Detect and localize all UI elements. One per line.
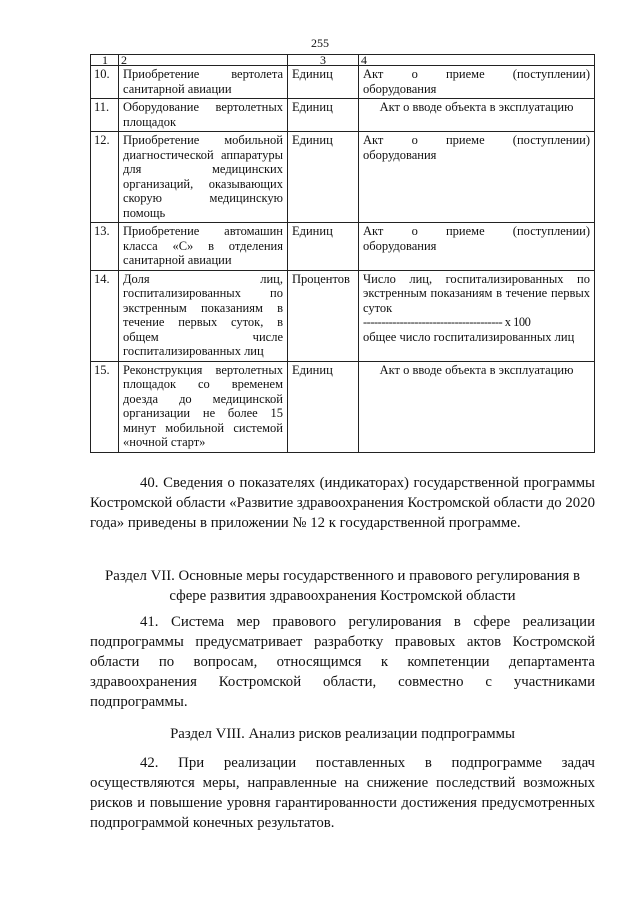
- indicator-name: Оборудование вертолетных площадок: [119, 99, 288, 132]
- indicator-name: Приобретение мобильной диагностической аппаратуры для медицинских организаций, оказывающих скорую медицинскую помощь: [119, 132, 288, 223]
- data-source: Акт о вводе объекта в эксплуатацию: [359, 99, 595, 132]
- section-heading-vii: Раздел VII. Основные меры государственного и правового регулирования в сфере развития здравоохранения Костромской области: [105, 568, 580, 604]
- column-header-3: 3: [288, 55, 359, 66]
- formula-denominator: общее число госпитализированных лиц: [363, 329, 575, 344]
- row-number: 13.: [91, 223, 119, 271]
- row-number: 14.: [91, 270, 119, 361]
- indicator-name: Реконструкция вертолетных площадок со временем доезда до медицинской организации не более 15 минут мобильной системой «ночной старт»: [119, 361, 288, 452]
- column-header-1: 1: [91, 55, 119, 66]
- column-header-2: 2: [119, 55, 288, 66]
- data-source: Акт о приеме (поступлении) оборудования: [359, 223, 595, 271]
- row-number: 10.: [91, 66, 119, 99]
- data-source: Акт о вводе объекта в эксплуатацию: [359, 361, 595, 452]
- table-row: [91, 223, 595, 271]
- data-source: Акт о приеме (поступлении) оборудования: [359, 66, 595, 99]
- indicators-table: [90, 54, 595, 453]
- row-number: 11.: [91, 99, 119, 132]
- calculation-formula: [359, 270, 595, 361]
- unit-of-measure: Процентов: [288, 270, 359, 361]
- paragraph-41: 41. Система мер правового регулирования в сфере реализации подпрограммы предусматривает разработку правовых актов Костромской области по вопросам, относящимся к компетенции департамента здравоохранения Костромской области, совместно с участниками подпрограммы.: [90, 614, 595, 710]
- table-row: [91, 361, 595, 452]
- page-number: 255: [311, 36, 329, 50]
- column-header-4: 4: [359, 55, 595, 66]
- unit-of-measure: Единиц: [288, 361, 359, 452]
- row-number: 15.: [91, 361, 119, 452]
- data-source: Акт о приеме (поступлении) оборудования: [359, 132, 595, 223]
- unit-of-measure: Единиц: [288, 132, 359, 223]
- section-heading-viii: Раздел VIII. Анализ рисков реализации подпрограммы: [170, 726, 515, 742]
- table-row: [91, 66, 595, 99]
- indicator-name: Доля лиц, госпитализированных по экстренным показаниям в течение первых суток, в общем числе госпитализированных лиц: [119, 270, 288, 361]
- indicator-name: Приобретение вертолета санитарной авиации: [119, 66, 288, 99]
- paragraph-42: 42. При реализации поставленных в подпрограмме задач осуществляются меры, направленные на снижение последствий возможных рисков и повышение уровня гарантированности достижения предусмотренных подпрограммой конечных результатов.: [90, 755, 595, 831]
- indicator-name: Приобретение автомашин класса «С» в отделения санитарной авиации: [119, 223, 288, 271]
- row-number: 12.: [91, 132, 119, 223]
- formula-numerator: Число лиц, госпитализированных по экстренным показаниям в течение первых суток: [363, 271, 590, 315]
- table-row: [91, 132, 595, 223]
- table-row: [91, 270, 595, 361]
- unit-of-measure: Единиц: [288, 223, 359, 271]
- unit-of-measure: Единиц: [288, 66, 359, 99]
- unit-of-measure: Единиц: [288, 99, 359, 132]
- formula-divider: -------------------------------------- х 100: [363, 315, 531, 329]
- table-header-row: [91, 55, 595, 66]
- paragraph-40: 40. Сведения о показателях (индикаторах) государственной программы Костромской области «Развитие здравоохранения Костромской области до 2020 года» приведены в приложении № 12 к государственной программе.: [90, 475, 595, 531]
- table-row: [91, 99, 595, 132]
